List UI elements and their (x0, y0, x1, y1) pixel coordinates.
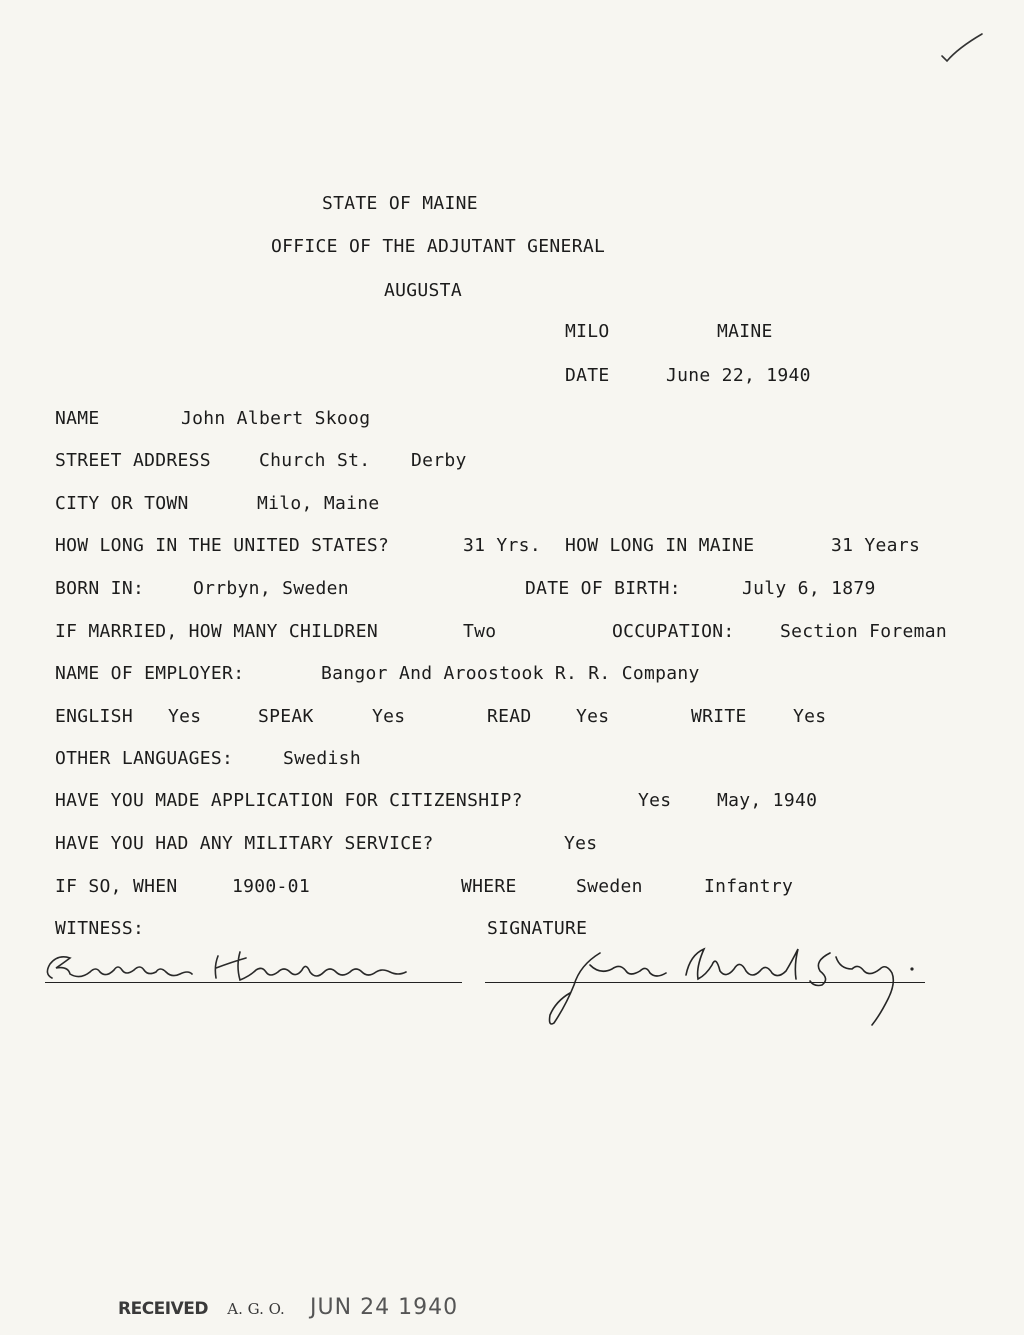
stamp-office: A. G. O. (227, 1300, 285, 1318)
occupation-label: OCCUPATION: (612, 621, 735, 642)
checkmark-icon (938, 30, 984, 66)
born-value: Orrbyn, Sweden (193, 578, 349, 599)
us-duration-value: 31 Yrs. (463, 535, 541, 556)
maine-duration-label: HOW LONG IN MAINE (565, 535, 755, 556)
where-value: Sweden (576, 876, 643, 897)
location-town: MILO (565, 321, 610, 342)
dob-value: July 6, 1879 (742, 578, 876, 599)
stamp-received: RECEIVED (118, 1299, 208, 1319)
street-extra: Derby (411, 450, 467, 471)
city-value: Milo, Maine (257, 493, 380, 514)
received-stamp (118, 1295, 458, 1322)
date-label: DATE (565, 365, 610, 386)
citizenship-label: HAVE YOU MADE APPLICATION FOR CITIZENSHIP? (55, 790, 523, 811)
english-value: Yes (168, 706, 202, 727)
signature-label: SIGNATURE (487, 918, 588, 939)
where-label: WHERE (461, 876, 517, 897)
other-languages-label: OTHER LANGUAGES: (55, 748, 234, 769)
header-office: OFFICE OF THE ADJUTANT GENERAL (271, 236, 606, 257)
location-state: MAINE (717, 321, 773, 342)
witness-signature-line (45, 982, 462, 983)
stamp-date: JUN 24 1940 (310, 1295, 459, 1320)
other-languages-value: Swedish (283, 748, 361, 769)
born-label: BORN IN: (55, 578, 145, 599)
military-value: Yes (564, 833, 598, 854)
military-label: HAVE YOU HAD ANY MILITARY SERVICE? (55, 833, 434, 854)
city-label: CITY OR TOWN (55, 493, 189, 514)
witness-label: WITNESS: (55, 918, 145, 939)
maine-duration-value: 31 Years (831, 535, 921, 556)
name-label: NAME (55, 408, 100, 429)
occupation-value: Section Foreman (780, 621, 948, 642)
citizenship-value: Yes (638, 790, 672, 811)
applicant-signature-line (485, 982, 925, 983)
speak-value: Yes (372, 706, 406, 727)
write-label: WRITE (691, 706, 747, 727)
read-value: Yes (576, 706, 610, 727)
employer-label: NAME OF EMPLOYER: (55, 663, 245, 684)
when-label: IF SO, WHEN (55, 876, 178, 897)
us-duration-label: HOW LONG IN THE UNITED STATES? (55, 535, 390, 556)
english-label: ENGLISH (55, 706, 133, 727)
street-label: STREET ADDRESS (55, 450, 211, 471)
where-branch: Infantry (704, 876, 794, 897)
children-value: Two (463, 621, 497, 642)
header-city: AUGUSTA (384, 280, 462, 301)
date-value: June 22, 1940 (666, 365, 811, 386)
dob-label: DATE OF BIRTH: (525, 578, 681, 599)
citizenship-date: May, 1940 (717, 790, 818, 811)
read-label: READ (487, 706, 532, 727)
header-state: STATE OF MAINE (322, 193, 478, 214)
children-label: IF MARRIED, HOW MANY CHILDREN (55, 621, 378, 642)
when-value: 1900-01 (232, 876, 310, 897)
employer-value: Bangor And Aroostook R. R. Company (321, 663, 700, 684)
write-value: Yes (793, 706, 827, 727)
speak-label: SPEAK (258, 706, 314, 727)
name-value: John Albert Skoog (181, 408, 371, 429)
street-value: Church St. (259, 450, 371, 471)
